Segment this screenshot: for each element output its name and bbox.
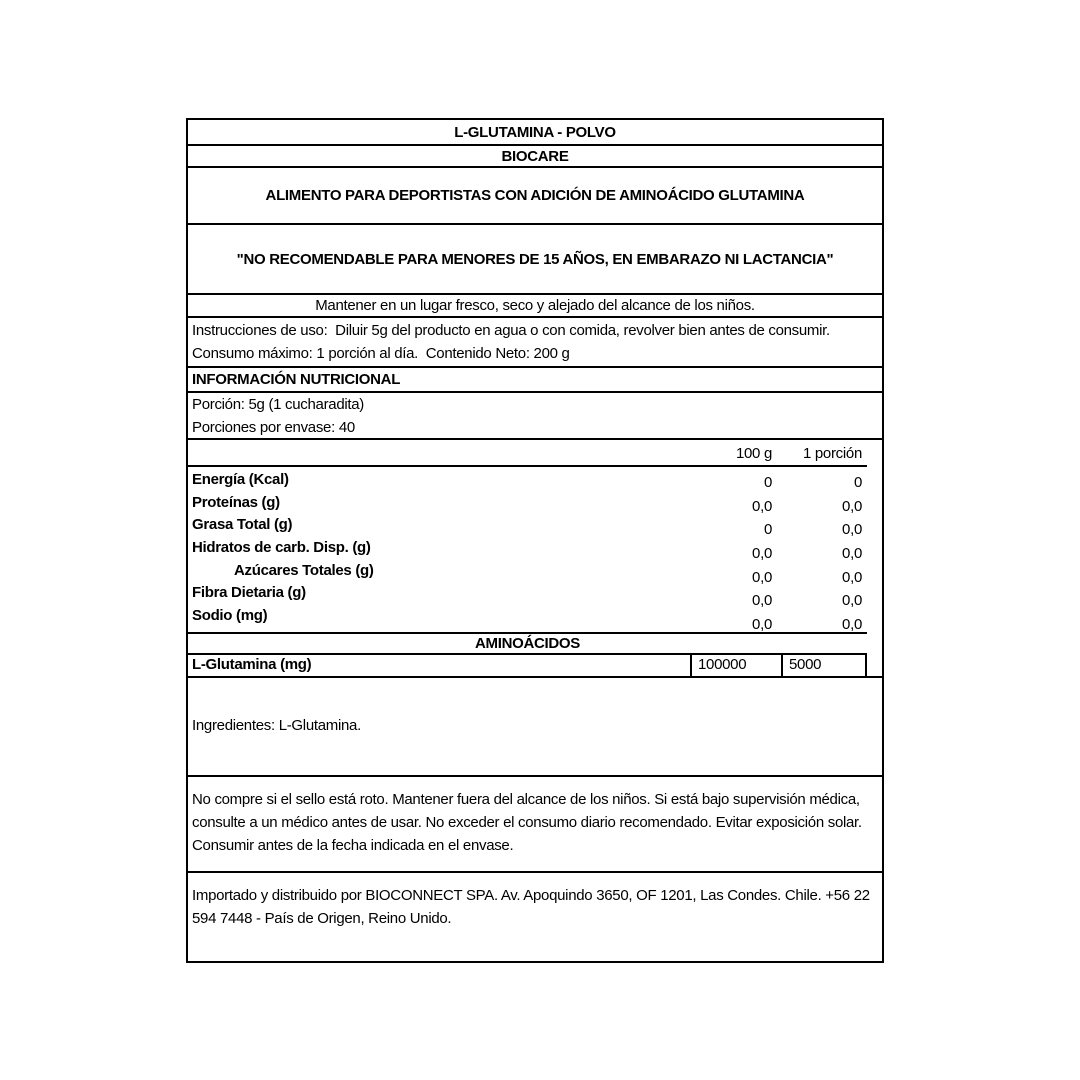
nutrient-name: Proteínas (g)	[192, 493, 280, 511]
value-portion: 0,0	[842, 616, 862, 634]
value-portion: 0,0	[842, 568, 862, 586]
nutrient-values-row	[682, 542, 882, 566]
usage-line-2: Consumo máximo: 1 porción al día. Contenido Neto: 200 g	[192, 345, 570, 362]
nutrient-values-row	[682, 589, 882, 613]
glutamine-value-100g: 100000	[690, 655, 781, 676]
value-portion: 0,0	[842, 592, 862, 610]
servings-per-container: Porciones por envase: 40	[192, 418, 355, 436]
nutrient-values-row	[682, 495, 882, 519]
storage-instructions: Mantener en un lugar fresco, seco y alejado del alcance de los niños.	[188, 295, 882, 318]
nutrient-values-row	[682, 471, 882, 495]
value-portion: 0,0	[842, 497, 862, 515]
cautions-text: No compre si el sello está roto. Mantener fuera del alcance de los niños. Si está bajo supervisión médica, consulte a un médico antes de usar. No exceder el consumo diario recomendado. Evitar exposición solar. Consumir antes de la fecha indicada en el envase.	[188, 777, 882, 873]
nutrient-name: Hidratos de carb. Disp. (g)	[192, 539, 371, 557]
nutrient-name-column	[192, 469, 672, 628]
nutrient-name: Sodio (mg)	[192, 607, 268, 625]
amino-acids-title: AMINOÁCIDOS	[188, 632, 867, 655]
nutrient-value-columns	[682, 471, 882, 637]
col-header-100g: 100 g	[735, 445, 772, 462]
product-title: L-GLUTAMINA - POLVO	[188, 120, 882, 146]
value-portion: 0,0	[842, 545, 862, 563]
ingredients-text: Ingredientes: L-Glutamina.	[188, 678, 882, 777]
nutrient-name: Energía (Kcal)	[192, 471, 289, 488]
glutamine-row	[188, 655, 882, 678]
value-100g: 0,0	[752, 497, 772, 515]
nutrient-values-row	[682, 566, 882, 590]
units-header-row	[188, 440, 882, 467]
serving-info	[188, 393, 882, 440]
serving-size: Porción: 5g (1 cucharadita)	[192, 395, 364, 413]
product-description: ALIMENTO PARA DEPORTISTAS CON ADICIÓN DE AMINOÁCIDO GLUTAMINA	[188, 168, 882, 225]
brand-name: BIOCARE	[188, 146, 882, 168]
value-100g: 0	[763, 521, 772, 539]
glutamine-name: L-Glutamina (mg)	[192, 656, 312, 673]
value-portion: 0,0	[842, 521, 862, 539]
value-100g: 0,0	[752, 568, 772, 586]
nutrient-name: Grasa Total (g)	[192, 516, 293, 534]
nutrient-name-indented: Azúcares Totales (g)	[234, 561, 374, 579]
col-header-portion: 1 porción	[802, 445, 862, 462]
nutrient-name: Fibra Dietaria (g)	[192, 584, 306, 602]
glutamine-value-portion: 5000	[781, 655, 867, 676]
usage-instructions	[188, 318, 882, 368]
importer-info: Importado y distribuido por BIOCONNECT SPA. Av. Apoquindo 3650, OF 1201, Las Condes. Chile. +56 22 594 7448 - País de Origen, Reino Unido.	[192, 887, 870, 927]
value-100g: 0	[763, 474, 772, 491]
nutrition-label-sheet	[186, 118, 884, 963]
nutrient-values-row	[682, 613, 882, 637]
value-100g: 0,0	[752, 592, 772, 610]
nutrient-values-row	[682, 518, 882, 542]
value-100g: 0,0	[752, 616, 772, 634]
value-portion: 0	[853, 474, 862, 491]
age-warning: "NO RECOMENDABLE PARA MENORES DE 15 AÑOS, EN EMBARAZO NI LACTANCIA"	[188, 225, 882, 295]
nutrition-section-title: INFORMACIÓN NUTRICIONAL	[188, 368, 882, 393]
value-100g: 0,0	[752, 545, 772, 563]
usage-line-1: Instrucciones de uso: Diluir 5g del producto en agua o con comida, revolver bien antes de consumir.	[192, 322, 830, 339]
nutrient-table	[188, 467, 882, 632]
